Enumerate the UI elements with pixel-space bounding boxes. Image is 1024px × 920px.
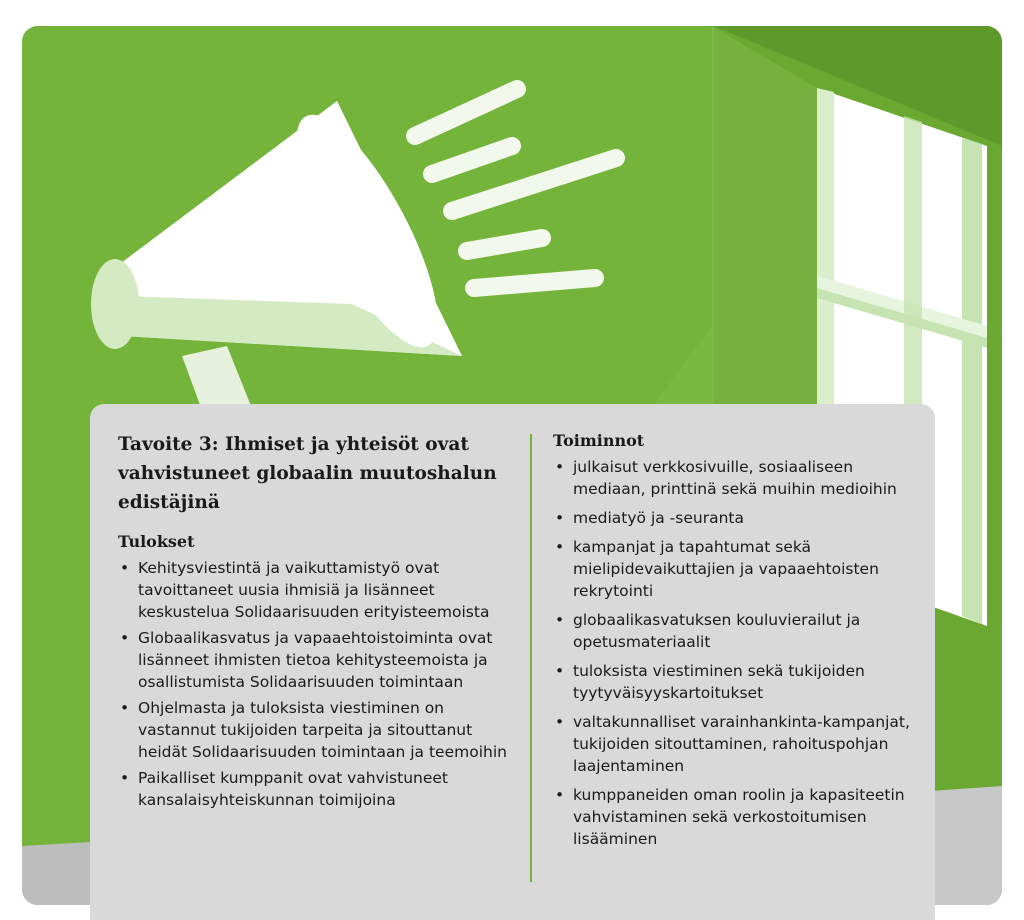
- list-item: • kampanjat ja tapahtumat sekä mielipidevaikuttajien ja vapaaehtoisten rekrytointi: [553, 536, 913, 602]
- results-heading: Tulokset: [118, 532, 195, 551]
- info-card: [90, 404, 935, 920]
- list-item: • mediatyö ja -seuranta: [553, 507, 913, 529]
- list-item: • Kehitysviestintä ja vaikuttamistyö ovat tavoittaneet uusia ihmisiä ja lisänneet keskustelua Solidaarisuuden erityisteemoista: [118, 557, 523, 623]
- goal-title: Tavoite 3: Ihmiset ja yhteisöt ovat vahvistuneet globaalin muutoshalun edistäjinä: [118, 434, 497, 513]
- actions-list: [553, 456, 913, 850]
- results-list: [118, 557, 523, 811]
- list-item: • globaalikasvatuksen kouluvierailut ja opetusmateriaalit: [553, 609, 913, 653]
- list-item: • Ohjelmasta ja tuloksista viestiminen on vastannut tukijoiden tarpeita ja sitouttanut heidät Solidaarisuuden toimintaan ja teemoihin: [118, 697, 523, 763]
- actions-heading: Toiminnot: [553, 431, 645, 450]
- column-divider: [530, 434, 532, 882]
- actions-column: [553, 430, 913, 857]
- list-item: • valtakunnalliset varainhankinta-kampanjat, tukijoiden sitouttaminen, rahoituspohjan laajentaminen: [553, 711, 913, 777]
- results-column: [118, 430, 523, 815]
- list-item: • tuloksista viestiminen sekä tukijoiden tyytyväisyyskartoitukset: [553, 660, 913, 704]
- list-item: • Paikalliset kumppanit ovat vahvistuneet kansalaisyhteiskunnan toimijoina: [118, 767, 523, 811]
- list-item: • julkaisut verkkosivuille, sosiaaliseen mediaan, printtinä sekä muihin medioihin: [553, 456, 913, 500]
- list-item: • Globaalikasvatus ja vapaaehtoistoiminta ovat lisänneet ihmisten tietoa kehitysteemoista ja osallistumista Solidaarisuuden toimintaan: [118, 627, 523, 693]
- list-item: • kumppaneiden oman roolin ja kapasiteetin vahvistaminen sekä verkostoitumisen lisääminen: [553, 784, 913, 850]
